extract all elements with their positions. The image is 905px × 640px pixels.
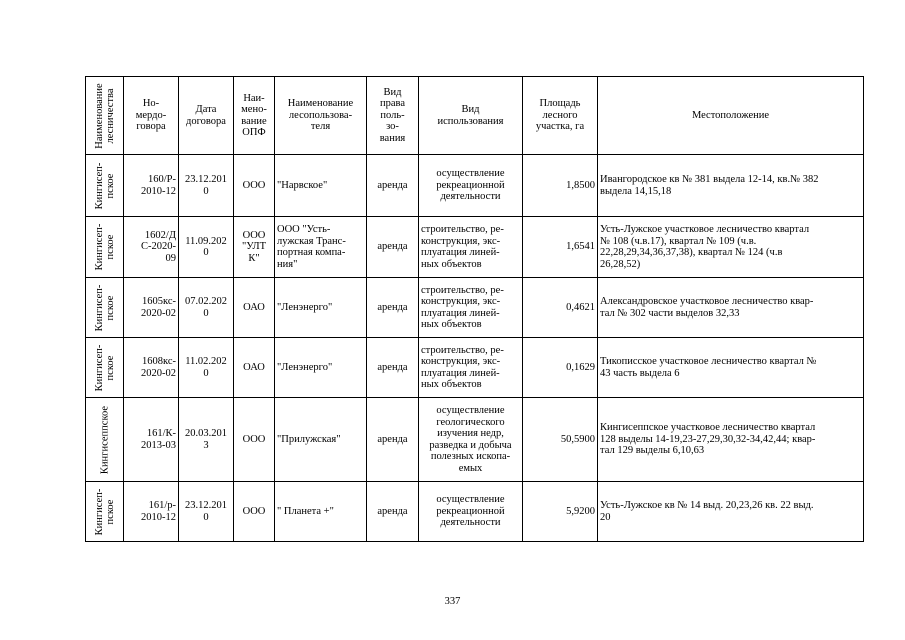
forest-lease-table [85,76,864,542]
header-row [86,77,864,155]
cell-forestry: Кингисеп- пское [86,278,124,338]
cell-right-type: аренда [367,398,419,482]
table-row [86,398,864,482]
cell-area: 1,6541 [523,217,598,278]
cell-opf: ООО [234,155,275,217]
cell-forestry: Кингисеп- пское [86,482,124,542]
header-area: Площадь лесного участка, га [523,77,598,155]
cell-right-type: аренда [367,217,419,278]
cell-location: Усть-Лужское участковое лесничество квартал № 108 (ч.в.17), квартал № 109 (ч.в. 22,28,29,34,36,37,38), квартал № 124 (ч.в 26,28,52) [598,217,864,278]
cell-contract-date: 07.02.202 0 [179,278,234,338]
cell-area: 5,9200 [523,482,598,542]
header-opf: Наи- мено- вание ОПФ [234,77,275,155]
table-row [86,338,864,398]
cell-forestry: Кингисеп- пское [86,155,124,217]
cell-location: Ивангородское кв № 381 выдела 12-14, кв.№ 382 выдела 14,15,18 [598,155,864,217]
cell-forestry: Кингисеппское [86,398,124,482]
cell-area: 0,4621 [523,278,598,338]
header-contract-number: Но- мердо- говора [124,77,179,155]
cell-user-name: " Планета +" [275,482,367,542]
cell-contract-date: 23.12.201 0 [179,482,234,542]
cell-opf: ООО [234,482,275,542]
header-location: Местоположение [598,77,864,155]
table-row [86,278,864,338]
cell-contract-number: 1605кс- 2020-02 [124,278,179,338]
page-number: 337 [444,596,461,607]
cell-use-type: осуществление рекреационной деятельности [419,155,523,217]
cell-opf: ОАО [234,278,275,338]
table-row [86,482,864,542]
cell-area: 50,5900 [523,398,598,482]
cell-contract-number: 1602/Д С-2020- 09 [124,217,179,278]
cell-user-name: "Нарвское" [275,155,367,217]
cell-forestry: Кингисеп- пское [86,338,124,398]
cell-location: Кингисеппское участковое лесничество квартал 128 выделы 14-19,23-27,29,30,32-34,42,44; квар- тал 129 выделы 6,10,63 [598,398,864,482]
cell-right-type: аренда [367,278,419,338]
cell-use-type: строительство, ре- конструкция, экс- плуатация линей- ных объектов [419,217,523,278]
cell-contract-date: 20.03.201 3 [179,398,234,482]
cell-location: Александровское участковое лесничество квар- тал № 302 части выделов 32,33 [598,278,864,338]
cell-use-type: строительство, ре- конструкция, экс- плуатация линей- ных объектов [419,338,523,398]
cell-use-type: осуществление геологического изучения недр, разведка и добыча полезных ископа- емых [419,398,523,482]
cell-opf: ОАО [234,338,275,398]
cell-location: Тикописское участковое лесничество квартал № 43 часть выдела 6 [598,338,864,398]
cell-contract-date: 11.09.202 0 [179,217,234,278]
cell-location: Усть-Лужское кв № 14 выд. 20,23,26 кв. 22 выд. 20 [598,482,864,542]
header-use-type: Вид использования [419,77,523,155]
cell-use-type: строительство, ре- конструкция, экс- плуатация линей- ных объектов [419,278,523,338]
cell-contract-number: 161/р- 2010-12 [124,482,179,542]
cell-user-name: "Прилужская" [275,398,367,482]
header-forestry: Наименование лесничества [86,77,124,155]
header-contract-date: Дата договора [179,77,234,155]
cell-contract-number: 161/К- 2013-03 [124,398,179,482]
cell-right-type: аренда [367,155,419,217]
table-row [86,217,864,278]
cell-contract-date: 11.02.202 0 [179,338,234,398]
cell-opf: ООО "УЛТ К" [234,217,275,278]
cell-opf: ООО [234,398,275,482]
cell-user-name: ООО "Усть- лужская Транс- портная компа- ния" [275,217,367,278]
cell-area: 0,1629 [523,338,598,398]
cell-use-type: осуществление рекреационной деятельности [419,482,523,542]
cell-user-name: "Ленэнерго" [275,338,367,398]
cell-right-type: аренда [367,482,419,542]
cell-contract-number: 160/Р- 2010-12 [124,155,179,217]
cell-forestry: Кингисеп- пское [86,217,124,278]
header-right-type: Вид права поль- зо- вания [367,77,419,155]
cell-user-name: "Ленэнерго" [275,278,367,338]
table-row [86,155,864,217]
cell-contract-date: 23.12.201 0 [179,155,234,217]
cell-area: 1,8500 [523,155,598,217]
cell-contract-number: 1608кс- 2020-02 [124,338,179,398]
header-user-name: Наименование лесопользова- теля [275,77,367,155]
cell-right-type: аренда [367,338,419,398]
